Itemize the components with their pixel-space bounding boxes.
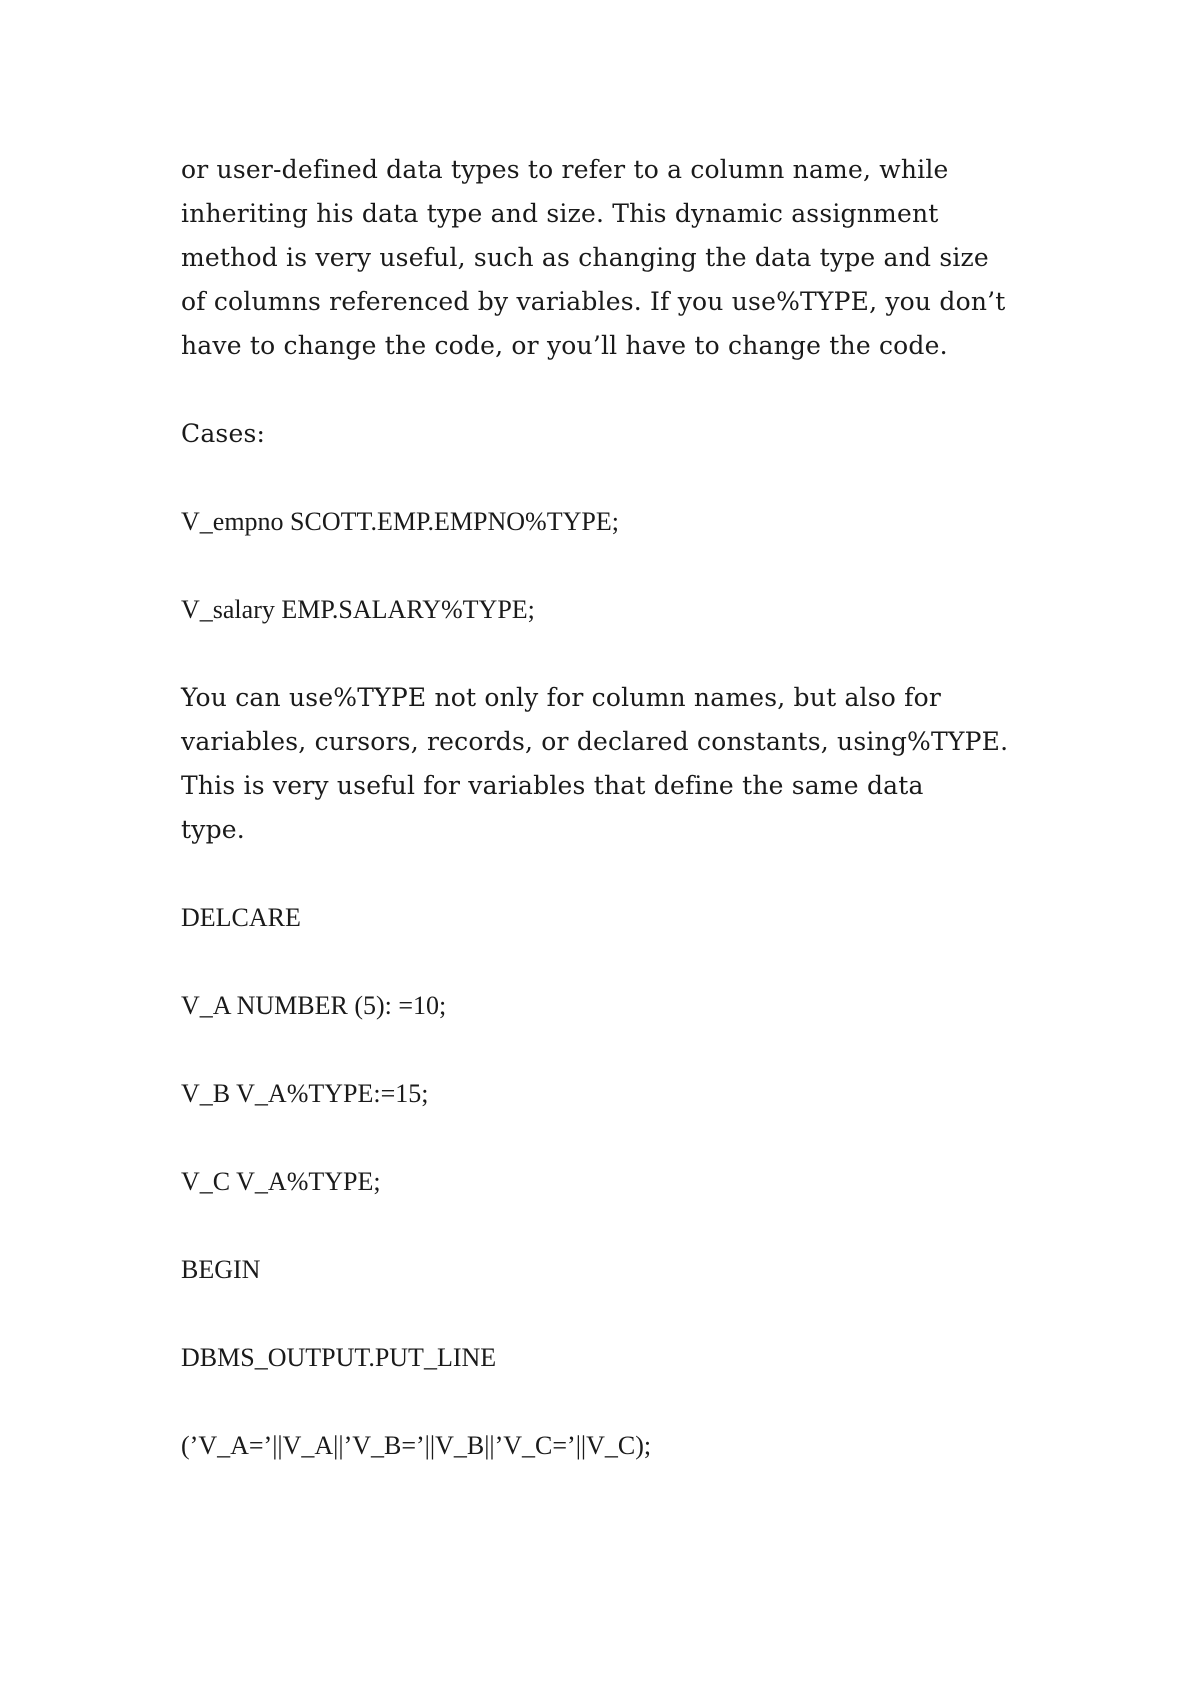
paragraph-type-usage bbox=[181, 676, 1031, 852]
code-line-salary: V_salary EMP.SALARY%TYPE; bbox=[181, 595, 535, 624]
code-line-begin: BEGIN bbox=[181, 1255, 261, 1284]
spacer bbox=[181, 1204, 1031, 1248]
text-line: variables, cursors, records, or declared constants, using%TYPE. bbox=[181, 727, 1009, 756]
document-body bbox=[181, 148, 1031, 1468]
code-line-args: (’V_A=’||V_A||’V_B=’||V_B||’V_C=’||V_C); bbox=[181, 1431, 652, 1460]
spacer bbox=[181, 1116, 1031, 1160]
code-line-vb: V_B V_A%TYPE:=15; bbox=[181, 1079, 429, 1108]
text-line: method is very useful, such as changing the data type and size bbox=[181, 243, 989, 272]
text-line: or user-defined data types to refer to a column name, while bbox=[181, 155, 949, 184]
spacer bbox=[181, 368, 1031, 412]
spacer bbox=[181, 1380, 1031, 1424]
code-line-put-line: DBMS_OUTPUT.PUT_LINE bbox=[181, 1343, 497, 1372]
spacer bbox=[181, 852, 1031, 896]
text-line: This is very useful for variables that define the same data bbox=[181, 771, 924, 800]
spacer bbox=[181, 544, 1031, 588]
spacer bbox=[181, 1028, 1031, 1072]
spacer bbox=[181, 456, 1031, 500]
text-line: You can use%TYPE not only for column names, but also for bbox=[181, 683, 942, 712]
spacer bbox=[181, 632, 1031, 676]
text-line: of columns referenced by variables. If you use%TYPE, you don’t bbox=[181, 287, 1006, 316]
spacer bbox=[181, 940, 1031, 984]
code-line-empno: V_empno SCOTT.EMP.EMPNO%TYPE; bbox=[181, 507, 619, 536]
spacer bbox=[181, 1292, 1031, 1336]
paragraph-intro bbox=[181, 148, 1031, 368]
code-line-vc: V_C V_A%TYPE; bbox=[181, 1167, 381, 1196]
cases-label: Cases: bbox=[181, 419, 266, 448]
text-line: have to change the code, or you’ll have to change the code. bbox=[181, 331, 948, 360]
text-line: type. bbox=[181, 815, 245, 844]
code-line-declare: DELCARE bbox=[181, 903, 301, 932]
code-line-va: V_A NUMBER (5): =10; bbox=[181, 991, 447, 1020]
text-line: inheriting his data type and size. This dynamic assignment bbox=[181, 199, 939, 228]
